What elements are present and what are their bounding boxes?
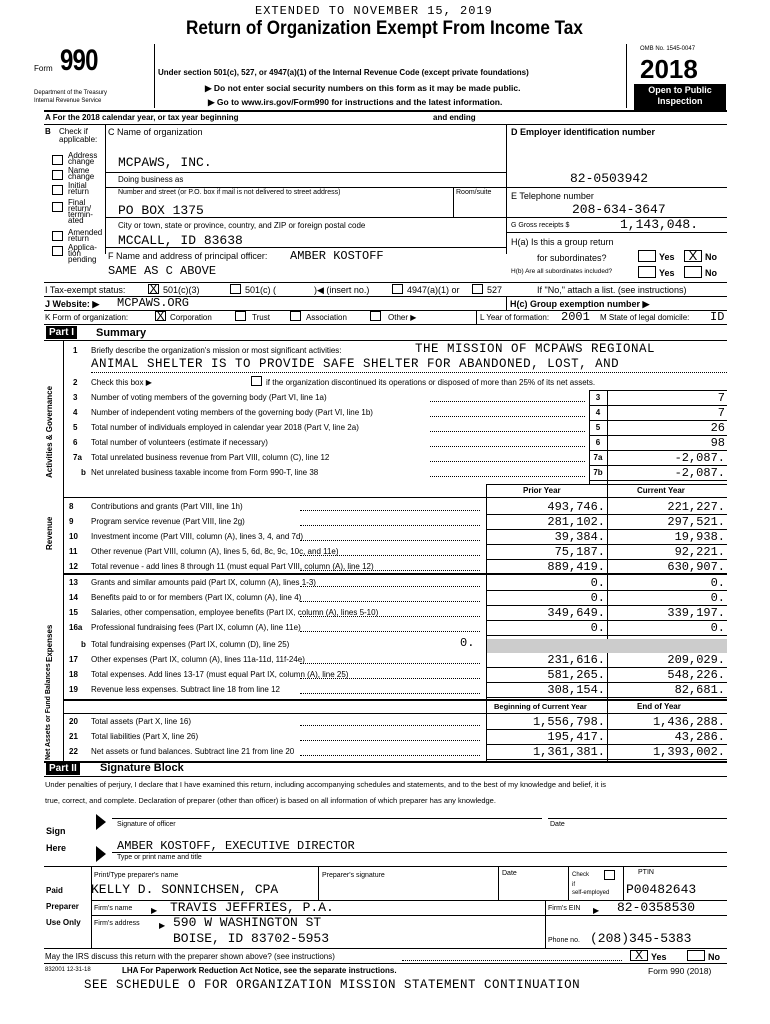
year-formation-label: L Year of formation:: [480, 313, 550, 322]
gov-line-label: Total number of volunteers (estimate if necessary): [91, 438, 268, 447]
discuss-yes-checkbox[interactable]: X: [630, 950, 648, 961]
gross-receipts: 1,143,048.: [620, 217, 699, 232]
current-year-value: 339,197.: [667, 606, 725, 620]
leader-dots: [300, 678, 480, 679]
association-checkbox[interactable]: [290, 311, 301, 321]
part2-title: Signature Block: [100, 762, 184, 774]
sig-date-label: Date: [550, 821, 565, 828]
officer-label: F Name and address of principal officer:: [108, 251, 268, 261]
leader-dots: [300, 525, 480, 526]
part1-badge: Part I: [46, 326, 77, 339]
website-label: J Website: ▶: [45, 299, 100, 309]
ssn-notice: ▶ Do not enter social security numbers on this form as it may be made public.: [205, 83, 521, 93]
line2-label-a: Check this box ▶: [91, 378, 152, 387]
4947-checkbox[interactable]: [392, 284, 403, 294]
leader-dots: [300, 663, 480, 664]
gov-line-label: Total unrelated business revenue from Part VIII, column (C), line 12: [91, 453, 330, 462]
gross-receipts-label: G Gross receipts $: [511, 222, 570, 229]
firm-phone: (208)345-5383: [590, 931, 692, 946]
hb-no-checkbox[interactable]: [684, 266, 702, 278]
schedule-o-note: SEE SCHEDULE O FOR ORGANIZATION MISSION STATEMENT CONTINUATION: [84, 978, 581, 992]
leader-dots: [430, 401, 585, 402]
trust-label: Trust: [252, 313, 270, 322]
leader-dots: [300, 555, 480, 556]
form-org-label: K Form of organization:: [45, 313, 129, 322]
subordinates-label: for subordinates?: [537, 253, 607, 263]
line-number: 22: [69, 747, 78, 756]
website-value[interactable]: MCPAWS.ORG: [117, 296, 190, 310]
current-year-value: 19,938.: [674, 530, 725, 544]
row-rule: [486, 697, 727, 698]
leader-dots: [300, 540, 480, 541]
line-number: 12: [69, 562, 78, 571]
officer-name-title: AMBER KOSTOFF, EXECUTIVE DIRECTOR: [117, 839, 355, 853]
ha-yes-checkbox[interactable]: [638, 250, 656, 262]
current-year-value: 92,221.: [674, 545, 725, 559]
col-eoy: End of Year: [637, 702, 681, 711]
form-subtitle: Under section 501(c), 527, or 4947(a)(1) of the Internal Revenue Code (except private foundations): [158, 68, 529, 77]
paid-label: Paid: [46, 886, 63, 895]
gov-line-label: Total number of individuals employed in calendar year 2018 (Part V, line 2a): [91, 423, 359, 432]
discuss-no-label: No: [708, 952, 720, 962]
form-reference: Form 990 (2018): [648, 966, 712, 976]
form-title: Return of Organization Exempt From Income Tax: [186, 18, 583, 39]
room-label: Room/suite: [456, 189, 492, 196]
line-number: 16a: [69, 623, 83, 632]
leader-dots: [430, 476, 585, 477]
ptin-label: PTIN: [638, 869, 654, 876]
insert-no-label: )◀ (insert no.): [314, 285, 370, 295]
gov-line-label: Net unrelated business taxable income from Form 990-T, line 38: [91, 468, 319, 477]
501c3-label: 501(c)(3): [163, 285, 200, 295]
527-checkbox[interactable]: [472, 284, 483, 294]
section-b-label: B: [45, 127, 51, 136]
gov-line-label: Number of independent voting members of the governing body (Part VI, line 1b): [91, 408, 373, 417]
line-number: b: [81, 640, 86, 649]
phone-no-label: Phone no.: [548, 937, 580, 944]
line-label: Professional fundraising fees (Part IX, column (A), line 11e): [91, 623, 301, 632]
here-label: Here: [46, 843, 67, 853]
501c-label: 501(c) (: [245, 285, 277, 295]
subordinates-included-label: H(b) Are all subordinates included?: [511, 268, 613, 275]
current-year-value: 0.: [710, 621, 725, 635]
leader-dots: [430, 416, 585, 417]
gov-line-value: 98: [710, 436, 725, 450]
sig-officer-label[interactable]: Signature of officer: [117, 821, 176, 828]
firm-ein-label: Firm's EIN: [548, 905, 581, 912]
501c3-checkbox[interactable]: X: [149, 282, 158, 296]
gov-line-value: -2,087.: [674, 466, 725, 480]
prior-year-value: 0.: [590, 591, 605, 605]
leader-dots: [430, 431, 585, 432]
side-net-assets: Net Assets or Fund Balances: [45, 663, 52, 760]
line-number: 21: [69, 732, 78, 741]
line16b-value: 0.: [460, 636, 475, 650]
corporation-checkbox[interactable]: X: [156, 309, 165, 323]
check-if: Check if: [59, 127, 88, 136]
current-year-value: 221,227.: [667, 500, 725, 514]
current-year-value: 630,907.: [667, 560, 725, 574]
row-rule: [486, 635, 727, 636]
prior-year-value: 231,616.: [547, 653, 605, 667]
line-label: Total assets (Part X, line 16): [91, 717, 192, 726]
and-ending: and ending: [433, 113, 476, 122]
prep-sig-label: Preparer's signature: [322, 872, 385, 879]
line1-label: Briefly describe the organization's mission or most significant activities:: [91, 346, 342, 355]
discontinued-checkbox[interactable]: [251, 376, 262, 386]
applicable: applicable:: [59, 135, 98, 144]
street-label: Number and street (or P.O. box if mail is not delivered to street address): [118, 189, 341, 196]
leader-dots: [300, 693, 480, 694]
current-year-value: 209,029.: [667, 653, 725, 667]
side-revenue: Revenue: [45, 516, 54, 550]
dept-irs: Internal Revenue Service: [34, 98, 102, 104]
line-label: Net assets or fund balances. Subtract line 21 from line 20: [91, 747, 295, 756]
gov-line-number: 4: [73, 408, 78, 417]
gov-line-box: 3: [595, 393, 601, 402]
line-number: 20: [69, 717, 78, 726]
gov-line-value: 26: [710, 421, 725, 435]
line-label: Salaries, other compensation, employee benefits (Part IX, column (A), lines 5-10): [91, 608, 379, 617]
trust-checkbox[interactable]: [235, 311, 246, 321]
side-expenses: Expenses: [45, 624, 54, 662]
omb-number: OMB No. 1545-0047: [640, 46, 696, 52]
current-year-value: 0.: [710, 576, 725, 590]
amended-return-label: Amended return: [68, 228, 103, 243]
line-label: Total revenue - add lines 8 through 11 (must equal Part VIII, column (A), line 12): [91, 562, 374, 571]
gov-line-box: 6: [595, 438, 601, 447]
prior-year-value: 195,417.: [547, 730, 605, 744]
gov-line-number: 7a: [73, 453, 82, 462]
initial-return-label: Initial return: [68, 181, 89, 196]
open-public-1: Open to Public: [648, 85, 712, 95]
name-change-label: Name change: [68, 166, 95, 181]
line-number: 17: [69, 655, 78, 664]
org-name-label: C Name of organization: [108, 127, 203, 137]
ein-label: D Employer identification number: [511, 127, 656, 137]
leader-dots: [300, 616, 480, 617]
phone-value: 208-634-3647: [572, 202, 666, 217]
form-code: 832001 12-31-18: [45, 967, 91, 973]
gov-line-value: 7: [717, 391, 725, 405]
leader-dots: [300, 725, 480, 726]
prior-year-value: 1,361,381.: [532, 745, 605, 759]
leader-dots: [300, 586, 480, 587]
address-change-checkbox[interactable]: [52, 155, 63, 165]
leader-dots: [300, 755, 480, 756]
officer-address: SAME AS C ABOVE: [108, 264, 217, 278]
gov-line-box: 4: [595, 408, 601, 417]
self-employed-checkbox[interactable]: [604, 870, 615, 880]
lha-notice: LHA For Paperwork Reduction Act Notice, see the separate instructions.: [122, 966, 397, 975]
group-return-label: H(a) Is this a group return: [511, 237, 614, 247]
line-label: Other expenses (Part IX, column (A), lines 11a-11d, 11f-24e): [91, 655, 305, 664]
col-prior-year: Prior Year: [523, 486, 561, 495]
current-year-value: 82,681.: [674, 683, 725, 697]
line-number: 19: [69, 685, 78, 694]
line-label: Total liabilities (Part X, line 26): [91, 732, 199, 741]
leader-dots: [300, 601, 480, 602]
line-number: 13: [69, 578, 78, 587]
value-col-rule: [607, 390, 608, 484]
firm-address-label: Firm's address: [94, 920, 140, 927]
leader-dots: [430, 446, 585, 447]
leader-dots: [430, 461, 585, 462]
open-public-2: Inspection: [657, 96, 703, 106]
line-label: Contributions and grants (Part VIII, line 1h): [91, 502, 243, 511]
leader-dots: [300, 570, 480, 571]
corporation-label: Corporation: [170, 313, 212, 322]
firm-name-label: Firm's name: [94, 905, 133, 912]
leader-dots: [300, 631, 480, 632]
gov-line-number: 6: [73, 438, 78, 447]
current-year-value: 43,286.: [674, 730, 725, 744]
prior-year-value: 581,265.: [547, 668, 605, 682]
prior-year-value: 889,419.: [547, 560, 605, 574]
hb-no-label: No: [705, 268, 717, 278]
line-number: 14: [69, 593, 78, 602]
penalty-text-1: Under penalties of perjury, I declare that I have examined this return, including accompanying schedules and statements, and to the best of my knowledge and belief, it is: [45, 780, 607, 789]
current-year-value: 0.: [710, 591, 725, 605]
website-notice: ▶ Go to www.irs.gov/Form990 for instructions and the latest information.: [208, 97, 503, 107]
gov-line-number: 5: [73, 423, 78, 432]
discuss-no-checkbox[interactable]: [687, 950, 705, 961]
prior-year-value: 308,154.: [547, 683, 605, 697]
name-change-checkbox[interactable]: [52, 170, 63, 180]
prep-date-label: Date: [502, 870, 517, 877]
current-year-value: 1,436,288.: [652, 715, 725, 729]
line-label: Program service revenue (Part VIII, line 2g): [91, 517, 245, 526]
527-label: 527: [487, 285, 503, 295]
group-exemption-label: H(c) Group exemption number ▶: [510, 299, 650, 309]
firm-address-1: 590 W WASHINGTON ST: [173, 915, 322, 930]
hb-yes-label: Yes: [659, 268, 675, 278]
other-org-label: Other ▶: [388, 313, 417, 322]
current-year-value: 297,521.: [667, 515, 725, 529]
prior-year-value: 281,102.: [547, 515, 605, 529]
city-label: City or town, state or province, country, and ZIP or foreign postal code: [118, 221, 366, 230]
self-employed-label: self-employed: [572, 890, 610, 896]
col-current-year: Current Year: [637, 486, 685, 495]
line-label: Total expenses. Add lines 13-17 (must equal Part IX, column (A), line 25): [91, 670, 349, 679]
line-number: 11: [69, 547, 78, 556]
line-label: Grants and similar amounts paid (Part IX, column (A), lines 1-3): [91, 578, 316, 587]
ha-no-checkbox[interactable]: X: [684, 250, 702, 262]
line-number: 18: [69, 670, 78, 679]
box-col-rule: [589, 390, 590, 484]
line-label: Total fundraising expenses (Part IX, column (D), line 25): [91, 640, 290, 649]
city-address: MCCALL, ID 83638: [118, 233, 243, 248]
mission-line2: ANIMAL SHELTER IS TO PROVIDE SAFE SHELTER FOR ABANDONED, LOST, AND: [91, 357, 620, 371]
type-name-label: Type or print name and title: [117, 854, 202, 861]
current-year-value: 548,226.: [667, 668, 725, 682]
line-label: Other revenue (Part VIII, column (A), lines 5, 6d, 8c, 9c, 10c, and 11e): [91, 547, 339, 556]
discuss-label: May the IRS discuss this return with the preparer shown above? (see instructions): [45, 952, 335, 961]
prior-year-value: 0.: [590, 621, 605, 635]
col-boy: Beginning of Current Year: [494, 702, 587, 711]
4947-label: 4947(a)(1) or: [407, 285, 460, 295]
dba-label: Doing business as: [118, 175, 184, 184]
prior-year-value: 0.: [590, 576, 605, 590]
year-formation: 2001: [561, 310, 590, 324]
row-rule: [589, 390, 727, 391]
street-address: PO BOX 1375: [118, 203, 204, 218]
line-number: 10: [69, 532, 78, 541]
org-name: MCPAWS, INC.: [118, 155, 212, 170]
hb-yes-checkbox[interactable]: [638, 266, 656, 278]
sign-arrow-icon: [94, 810, 108, 866]
gov-line-value: 7: [717, 406, 725, 420]
line-label: Revenue less expenses. Subtract line 18 from line 12: [91, 685, 280, 694]
ha-yes-label: Yes: [659, 252, 675, 262]
amended-return-checkbox[interactable]: [52, 231, 63, 241]
mission-line1: THE MISSION OF MCPAWS REGIONAL: [415, 342, 656, 356]
gov-line-box: 7a: [593, 453, 603, 462]
gov-line-value: -2,087.: [674, 451, 725, 465]
discuss-yes-label: Yes: [651, 952, 667, 962]
form-word: Form: [34, 64, 53, 73]
other-org-checkbox[interactable]: [370, 311, 381, 321]
501c-checkbox[interactable]: [230, 284, 241, 294]
gov-line-label: Number of voting members of the governing body (Part VI, line 1a): [91, 393, 327, 402]
use-only-label: Use Only: [46, 918, 81, 927]
firm-name: TRAVIS JEFFRIES, P.A.: [170, 900, 334, 915]
gov-line-number: 3: [73, 393, 78, 402]
prior-year-value: 349,649.: [547, 606, 605, 620]
prior-year-value: 75,187.: [554, 545, 605, 559]
part2-badge: Part II: [46, 762, 80, 775]
application-pending-checkbox[interactable]: [52, 246, 63, 256]
tax-exempt-label: I Tax-exempt status:: [45, 285, 126, 295]
ein-value: 82-0503942: [570, 171, 649, 186]
prep-name-label: Print/Type preparer's name: [94, 872, 179, 879]
prior-year-value: 493,746.: [547, 500, 605, 514]
section-a-label: A For the 2018 calendar year, or tax year beginning: [45, 113, 239, 122]
initial-return-checkbox[interactable]: [52, 185, 63, 195]
ha-no-label: No: [705, 252, 717, 262]
tax-year: 2018: [640, 54, 698, 84]
state-domicile: ID: [710, 310, 725, 324]
gov-line-number: b: [81, 468, 86, 477]
line-label: Investment income (Part VIII, column (A), lines 3, 4, and 7d): [91, 532, 304, 541]
application-pending-label: Applica- tion pending: [68, 243, 97, 264]
firm-ein: 82-0358530: [617, 900, 696, 915]
if-label: if: [572, 882, 575, 888]
line-number: 15: [69, 608, 78, 617]
gov-line-box: 5: [595, 423, 601, 432]
check-label: Check: [572, 872, 590, 878]
form-number: 990: [60, 44, 98, 77]
dept-treasury: Department of the Treasury: [34, 90, 108, 96]
gov-line-box: 7b: [593, 468, 603, 477]
prior-year-value: 39,384.: [554, 530, 605, 544]
current-year-value: 1,393,002.: [652, 745, 725, 759]
attach-list-note: If "No," attach a list. (see instructions): [537, 285, 687, 295]
line2-label-b: if the organization discontinued its operations or disposed of more than 25% of its net assets.: [266, 378, 596, 387]
prior-year-value: 1,556,798.: [532, 715, 605, 729]
leader-dots: [300, 510, 480, 511]
preparer-label: Preparer: [46, 902, 79, 911]
side-activities: Activities & Governance: [45, 385, 54, 478]
line-number: 8: [69, 502, 74, 511]
row-rule: [589, 480, 727, 481]
state-domicile-label: M State of legal domicile:: [600, 313, 690, 322]
penalty-text-2: true, correct, and complete. Declaration of preparer (other than officer) is based on all information of which preparer has any knowledge.: [45, 796, 496, 805]
line-number: 9: [69, 517, 74, 526]
final-return-checkbox[interactable]: [52, 202, 63, 212]
extension-notice: EXTENDED TO NOVEMBER 15, 2019: [255, 4, 493, 18]
address-change-label: Address change: [68, 151, 98, 166]
preparer-ptin: P00482643: [626, 882, 697, 897]
officer-name: AMBER KOSTOFF: [290, 249, 384, 263]
phone-label: E Telephone number: [511, 191, 594, 201]
row-rule: [486, 759, 727, 760]
firm-address-2: BOISE, ID 83702-5953: [173, 931, 330, 946]
association-label: Association: [306, 313, 347, 322]
final-return-label: Final return/ termin- ated: [68, 198, 93, 225]
leader-dots: [300, 740, 480, 741]
sign-label: Sign: [46, 826, 66, 836]
line-label: Benefits paid to or for members (Part IX, column (A), line 4): [91, 593, 302, 602]
preparer-name: KELLY D. SONNICHSEN, CPA: [91, 882, 279, 897]
part1-title: Summary: [96, 327, 147, 339]
